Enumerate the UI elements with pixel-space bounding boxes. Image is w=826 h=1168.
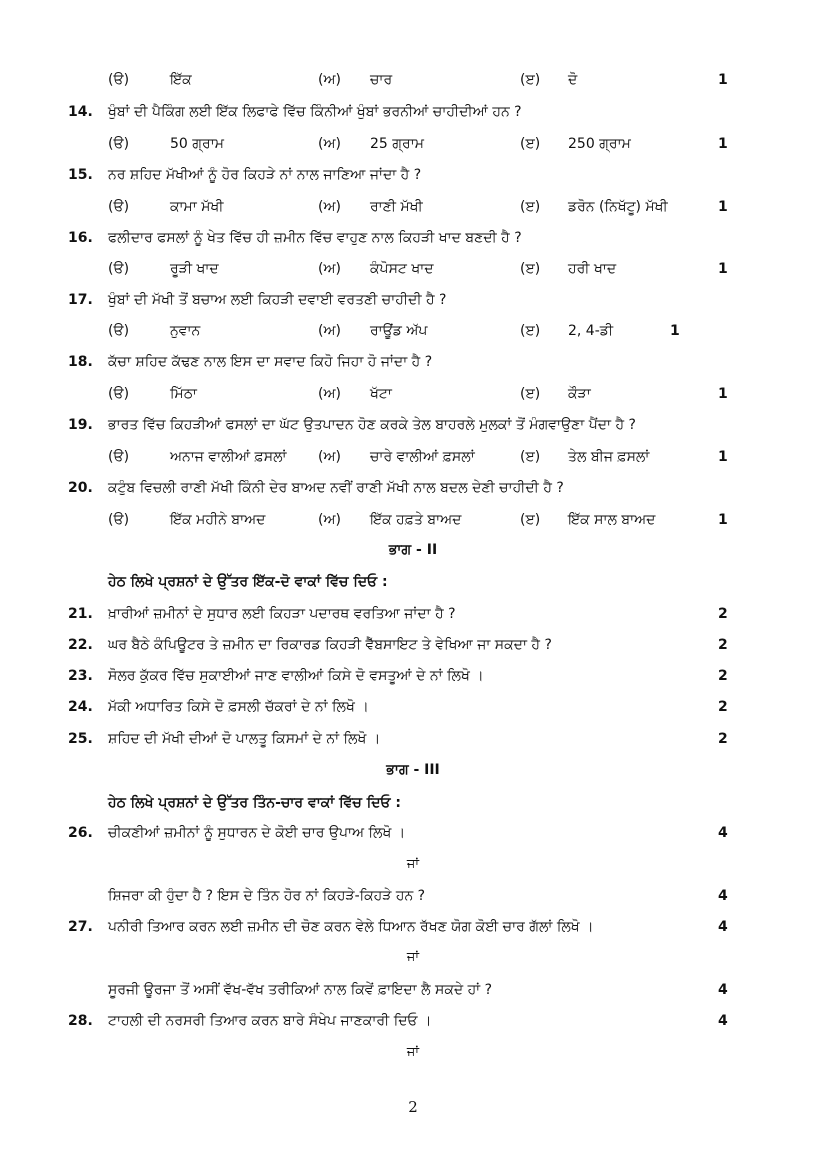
question-16: [0, 224, 826, 252]
marks: 2: [718, 731, 728, 747]
question-14: [0, 98, 826, 126]
question-text: ਮੱਕੀ ਅਧਾਰਿਤ ਕਿਸੇ ਦੋ ਫ਼ਸਲੀ ਚੱਕਰਾਂ ਦੇ ਨਾਂ ਲਿਖੋ ।: [108, 699, 369, 715]
option-b-key: (ਅ): [318, 136, 341, 152]
marks: 2: [718, 637, 728, 653]
mcq-13-options: [0, 66, 826, 94]
question-text: ਸੂਰਜੀ ਊਰਜਾ ਤੋਂ ਅਸੀਂ ਵੱਖ-ਵੱਖ ਤਰੀਕਿਆਂ ਨਾਲ ਕਿਵੇਂ ਫ਼ਾਇਦਾ ਲੈ ਸਕਦੇ ਹਾਂ ?: [108, 982, 493, 998]
option-c-key: (ੲ): [520, 449, 541, 465]
option-c-text: 2, 4-ਡੀ: [568, 323, 614, 339]
option-a-text: 50 ਗ੍ਰਾਮ: [170, 136, 224, 152]
marks: 1: [718, 386, 728, 402]
option-a-key: (ੳ): [108, 199, 130, 215]
part-3-heading: ਭਾਗ - III: [386, 762, 440, 778]
question-number: 20.: [68, 480, 93, 496]
option-b-text: 25 ਗ੍ਰਾਮ: [370, 136, 424, 152]
marks: 1: [718, 136, 728, 152]
question-23: [0, 662, 826, 690]
option-b-text: ਕੰਪੋਸਟ ਖਾਦ: [370, 261, 434, 277]
part-2-heading: ਭਾਗ - II: [388, 542, 438, 558]
option-a-text: ਮਿੱਠਾ: [170, 386, 197, 402]
question-22: [0, 631, 826, 659]
mcq-14-options: [0, 130, 826, 158]
question-number: 15.: [68, 167, 93, 183]
option-c-key: (ੲ): [520, 72, 541, 88]
marks: 4: [718, 919, 728, 935]
option-b-key: (ਅ): [318, 512, 341, 528]
marks: 1: [670, 323, 680, 339]
marks: 4: [718, 888, 728, 904]
option-c-key: (ੲ): [520, 323, 541, 339]
question-text: ਕੱਚਾ ਸ਼ਹਿਦ ਕੱਢਣ ਨਾਲ ਇਸ ਦਾ ਸਵਾਦ ਕਿਹੋ ਜਿਹਾ ਹੋ ਜਾਂਦਾ ਹੈ ?: [108, 354, 433, 370]
option-a-key: (ੳ): [108, 136, 130, 152]
question-text: ਭਾਰਤ ਵਿੱਚ ਕਿਹੜੀਆਂ ਫਸਲਾਂ ਦਾ ਘੱਟ ਉਤਪਾਦਨ ਹੋਣ ਕਰਕੇ ਤੇਲ ਬਾਹਰਲੇ ਮੁਲਕਾਂ ਤੋਂ ਮੰਗਵਾਉਣਾ ਪੈਂਦਾ ਹੈ ?: [108, 417, 636, 433]
option-a-key: (ੳ): [108, 449, 130, 465]
question-number: 25.: [68, 731, 93, 747]
question-20: [0, 474, 826, 502]
option-a-key: (ੳ): [108, 323, 130, 339]
option-a-text: ਰੂੜੀ ਖਾਦ: [170, 261, 219, 277]
or-label: ਜਾਂ: [406, 857, 420, 872]
question-number: 22.: [68, 637, 93, 653]
option-c-text: ਤੇਲ ਬੀਜ ਫ਼ਸਲਾਂ: [568, 449, 650, 465]
option-c-text: ਇੱਕ ਸਾਲ ਬਾਅਦ: [568, 512, 656, 528]
question-18: [0, 348, 826, 376]
question-text: ਸੋਲਰ ਕੁੱਕਰ ਵਿੱਚ ਸੁਕਾਈਆਂ ਜਾਣ ਵਾਲੀਆਂ ਕਿਸੇ ਦੋ ਵਸਤੂਆਂ ਦੇ ਨਾਂ ਲਿਖੋ ।: [108, 668, 484, 684]
or-label: ਜਾਂ: [406, 1045, 420, 1060]
mcq-18-options: [0, 380, 826, 408]
option-c-key: (ੲ): [520, 386, 541, 402]
question-26: [0, 819, 826, 847]
option-c-key: (ੲ): [520, 512, 541, 528]
question-text: ਸ਼ਹਿਦ ਦੀ ਮੱਖੀ ਦੀਆਂ ਦੋ ਪਾਲਤੂ ਕਿਸਮਾਂ ਦੇ ਨਾਂ ਲਿਖੋ ।: [108, 731, 381, 747]
option-b-text: ਇੱਕ ਹਫ਼ਤੇ ਬਾਅਦ: [370, 512, 462, 528]
option-c-text: ਦੋ: [568, 72, 578, 88]
question-text: ਖੁੰਬਾਂ ਦੀ ਪੈਕਿੰਗ ਲਈ ਇੱਕ ਲਿਫਾਫੇ ਵਿੱਚ ਕਿੰਨੀਆਂ ਖੁੰਬਾਂ ਭਰਨੀਆਂ ਚਾਹੀਦੀਆਂ ਹਨ ?: [108, 104, 522, 120]
question-17: [0, 286, 826, 314]
question-text: ਖੁੰਬਾਂ ਦੀ ਮੱਖੀ ਤੋਂ ਬਚਾਅ ਲਈ ਕਿਹੜੀ ਦਵਾਈ ਵਰਤਣੀ ਚਾਹੀਦੀ ਹੈ ?: [108, 292, 447, 308]
option-b-text: ਰਾਊਂਡ ਅੱਪ: [370, 323, 428, 339]
marks: 1: [718, 199, 728, 215]
marks: 4: [718, 1013, 728, 1029]
marks: 1: [718, 261, 728, 277]
question-number: 23.: [68, 668, 93, 684]
option-c-text: ਕੌੜਾ: [568, 386, 591, 402]
option-a-text: ਨੁਵਾਨ: [170, 323, 201, 339]
question-number: 14.: [68, 104, 93, 120]
question-27-alt: [0, 976, 826, 1004]
part-2-instruction: ਹੇਠ ਲਿਖੇ ਪ੍ਰਸ਼ਨਾਂ ਦੇ ਉੱਤਰ ਇੱਕ-ਦੋ ਵਾਕਾਂ ਵਿੱਚ ਦਿਓ :: [108, 574, 388, 590]
question-text: ਘਰ ਬੈਠੇ ਕੰਪਿਊਟਰ ਤੇ ਜ਼ਮੀਨ ਦਾ ਰਿਕਾਰਡ ਕਿਹੜੀ ਵੈੱਬਸਾਇਟ ਤੇ ਵੇਖਿਆ ਜਾ ਸਕਦਾ ਹੈ ?: [108, 637, 552, 653]
mcq-17-options: [0, 317, 826, 345]
option-b-key: (ਅ): [318, 323, 341, 339]
question-27: [0, 913, 826, 941]
question-25: [0, 725, 826, 753]
option-b-text: ਖੱਟਾ: [370, 386, 392, 402]
marks: 4: [718, 825, 728, 841]
question-text: ਖ਼ਾਰੀਆਂ ਜ਼ਮੀਨਾਂ ਦੇ ਸੁਧਾਰ ਲਈ ਕਿਹੜਾ ਪਦਾਰਥ ਵਰਤਿਆ ਜਾਂਦਾ ਹੈ ?: [108, 606, 456, 622]
mcq-19-options: [0, 443, 826, 471]
option-a-text: ਕਾਮਾ ਮੱਖੀ: [170, 199, 224, 215]
mcq-15-options: [0, 193, 826, 221]
option-c-text: 250 ਗ੍ਰਾਮ: [568, 136, 631, 152]
question-number: 24.: [68, 699, 93, 715]
option-a-text: ਇੱਕ ਮਹੀਨੇ ਬਾਅਦ: [170, 512, 266, 528]
page-number: 2: [408, 1098, 418, 1116]
option-a-text: ਅਨਾਜ ਵਾਲੀਆਂ ਫ਼ਸਲਾਂ: [170, 449, 287, 465]
question-text: ਚੀਕਣੀਆਂ ਜ਼ਮੀਨਾਂ ਨੂੰ ਸੁਧਾਰਨ ਦੇ ਕੋਈ ਚਾਰ ਉਪਾਅ ਲਿਖੋ ।: [108, 825, 406, 841]
option-a-text: ਇੱਕ: [170, 72, 192, 88]
question-15: [0, 161, 826, 189]
question-text: ਪਨੀਰੀ ਤਿਆਰ ਕਰਨ ਲਈ ਜ਼ਮੀਨ ਦੀ ਚੋਣ ਕਰਨ ਵੇਲੇ ਧਿਆਨ ਰੱਖਣ ਯੋਗ ਕੋਈ ਚਾਰ ਗੱਲਾਂ ਲਿਖੋ ।: [108, 919, 594, 935]
option-c-key: (ੲ): [520, 261, 541, 277]
option-a-key: (ੳ): [108, 386, 130, 402]
question-number: 17.: [68, 292, 93, 308]
question-number: 19.: [68, 417, 93, 433]
question-number: 27.: [68, 919, 93, 935]
option-b-text: ਚਾਰ: [370, 72, 393, 88]
question-number: 21.: [68, 606, 93, 622]
marks: 1: [718, 72, 728, 88]
option-a-key: (ੳ): [108, 512, 130, 528]
option-a-key: (ੳ): [108, 72, 130, 88]
question-19: [0, 411, 826, 439]
question-text: ਕਟੁੰਬ ਵਿਚਲੀ ਰਾਣੀ ਮੱਖੀ ਕਿੰਨੀ ਦੇਰ ਬਾਅਦ ਨਵੀਂ ਰਾਣੀ ਮੱਖੀ ਨਾਲ ਬਦਲ ਦੇਣੀ ਚਾਹੀਦੀ ਹੈ ?: [108, 480, 564, 496]
marks: 2: [718, 668, 728, 684]
question-number: 26.: [68, 825, 93, 841]
option-b-key: (ਅ): [318, 449, 341, 465]
option-b-key: (ਅ): [318, 199, 341, 215]
option-c-text: ਡਰੋਨ (ਨਿਖੱਟੂ) ਮੱਖੀ: [568, 199, 668, 215]
option-b-text: ਰਾਣੀ ਮੱਖੀ: [370, 199, 423, 215]
question-number: 28.: [68, 1013, 93, 1029]
marks: 1: [718, 512, 728, 528]
option-c-text: ਹਰੀ ਖਾਦ: [568, 261, 617, 277]
marks: 1: [718, 449, 728, 465]
marks: 2: [718, 606, 728, 622]
part-3-instruction: ਹੇਠ ਲਿਖੇ ਪ੍ਰਸ਼ਨਾਂ ਦੇ ਉੱਤਰ ਤਿੰਨ-ਚਾਰ ਵਾਕਾਂ ਵਿੱਚ ਦਿਓ :: [108, 795, 401, 811]
question-21: [0, 600, 826, 628]
option-b-key: (ਅ): [318, 261, 341, 277]
question-24: [0, 693, 826, 721]
option-b-text: ਚਾਰੇ ਵਾਲੀਆਂ ਫ਼ਸਲਾਂ: [370, 449, 475, 465]
question-number: 18.: [68, 354, 93, 370]
option-b-key: (ਅ): [318, 386, 341, 402]
question-text: ਨਰ ਸ਼ਹਿਦ ਮੱਖੀਆਂ ਨੂੰ ਹੋਰ ਕਿਹੜੇ ਨਾਂ ਨਾਲ ਜਾਣਿਆ ਜਾਂਦਾ ਹੈ ?: [108, 167, 422, 183]
option-a-key: (ੳ): [108, 261, 130, 277]
question-28: [0, 1007, 826, 1035]
marks: 2: [718, 699, 728, 715]
or-label: ਜਾਂ: [406, 950, 420, 965]
option-c-key: (ੲ): [520, 136, 541, 152]
mcq-16-options: [0, 255, 826, 283]
option-c-key: (ੲ): [520, 199, 541, 215]
question-26-alt: [0, 882, 826, 910]
question-text: ਟਾਹਲੀ ਦੀ ਨਰਸਰੀ ਤਿਆਰ ਕਰਨ ਬਾਰੇ ਸੰਖੇਪ ਜਾਣਕਾਰੀ ਦਿਓ ।: [108, 1013, 432, 1029]
question-number: 16.: [68, 230, 93, 246]
question-text: ਫਲੀਦਾਰ ਫਸਲਾਂ ਨੂੰ ਖੇਤ ਵਿੱਚ ਹੀ ਜ਼ਮੀਨ ਵਿੱਚ ਵਾਹੁਣ ਨਾਲ ਕਿਹੜੀ ਖਾਦ ਬਣਦੀ ਹੈ ?: [108, 230, 522, 246]
option-b-key: (ਅ): [318, 72, 341, 88]
mcq-20-options: [0, 506, 826, 534]
question-text: ਸ਼ਿਜਰਾ ਕੀ ਹੁੰਦਾ ਹੈ ? ਇਸ ਦੇ ਤਿੰਨ ਹੋਰ ਨਾਂ ਕਿਹੜੇ-ਕਿਹੜੇ ਹਨ ?: [108, 888, 426, 904]
marks: 4: [718, 982, 728, 998]
